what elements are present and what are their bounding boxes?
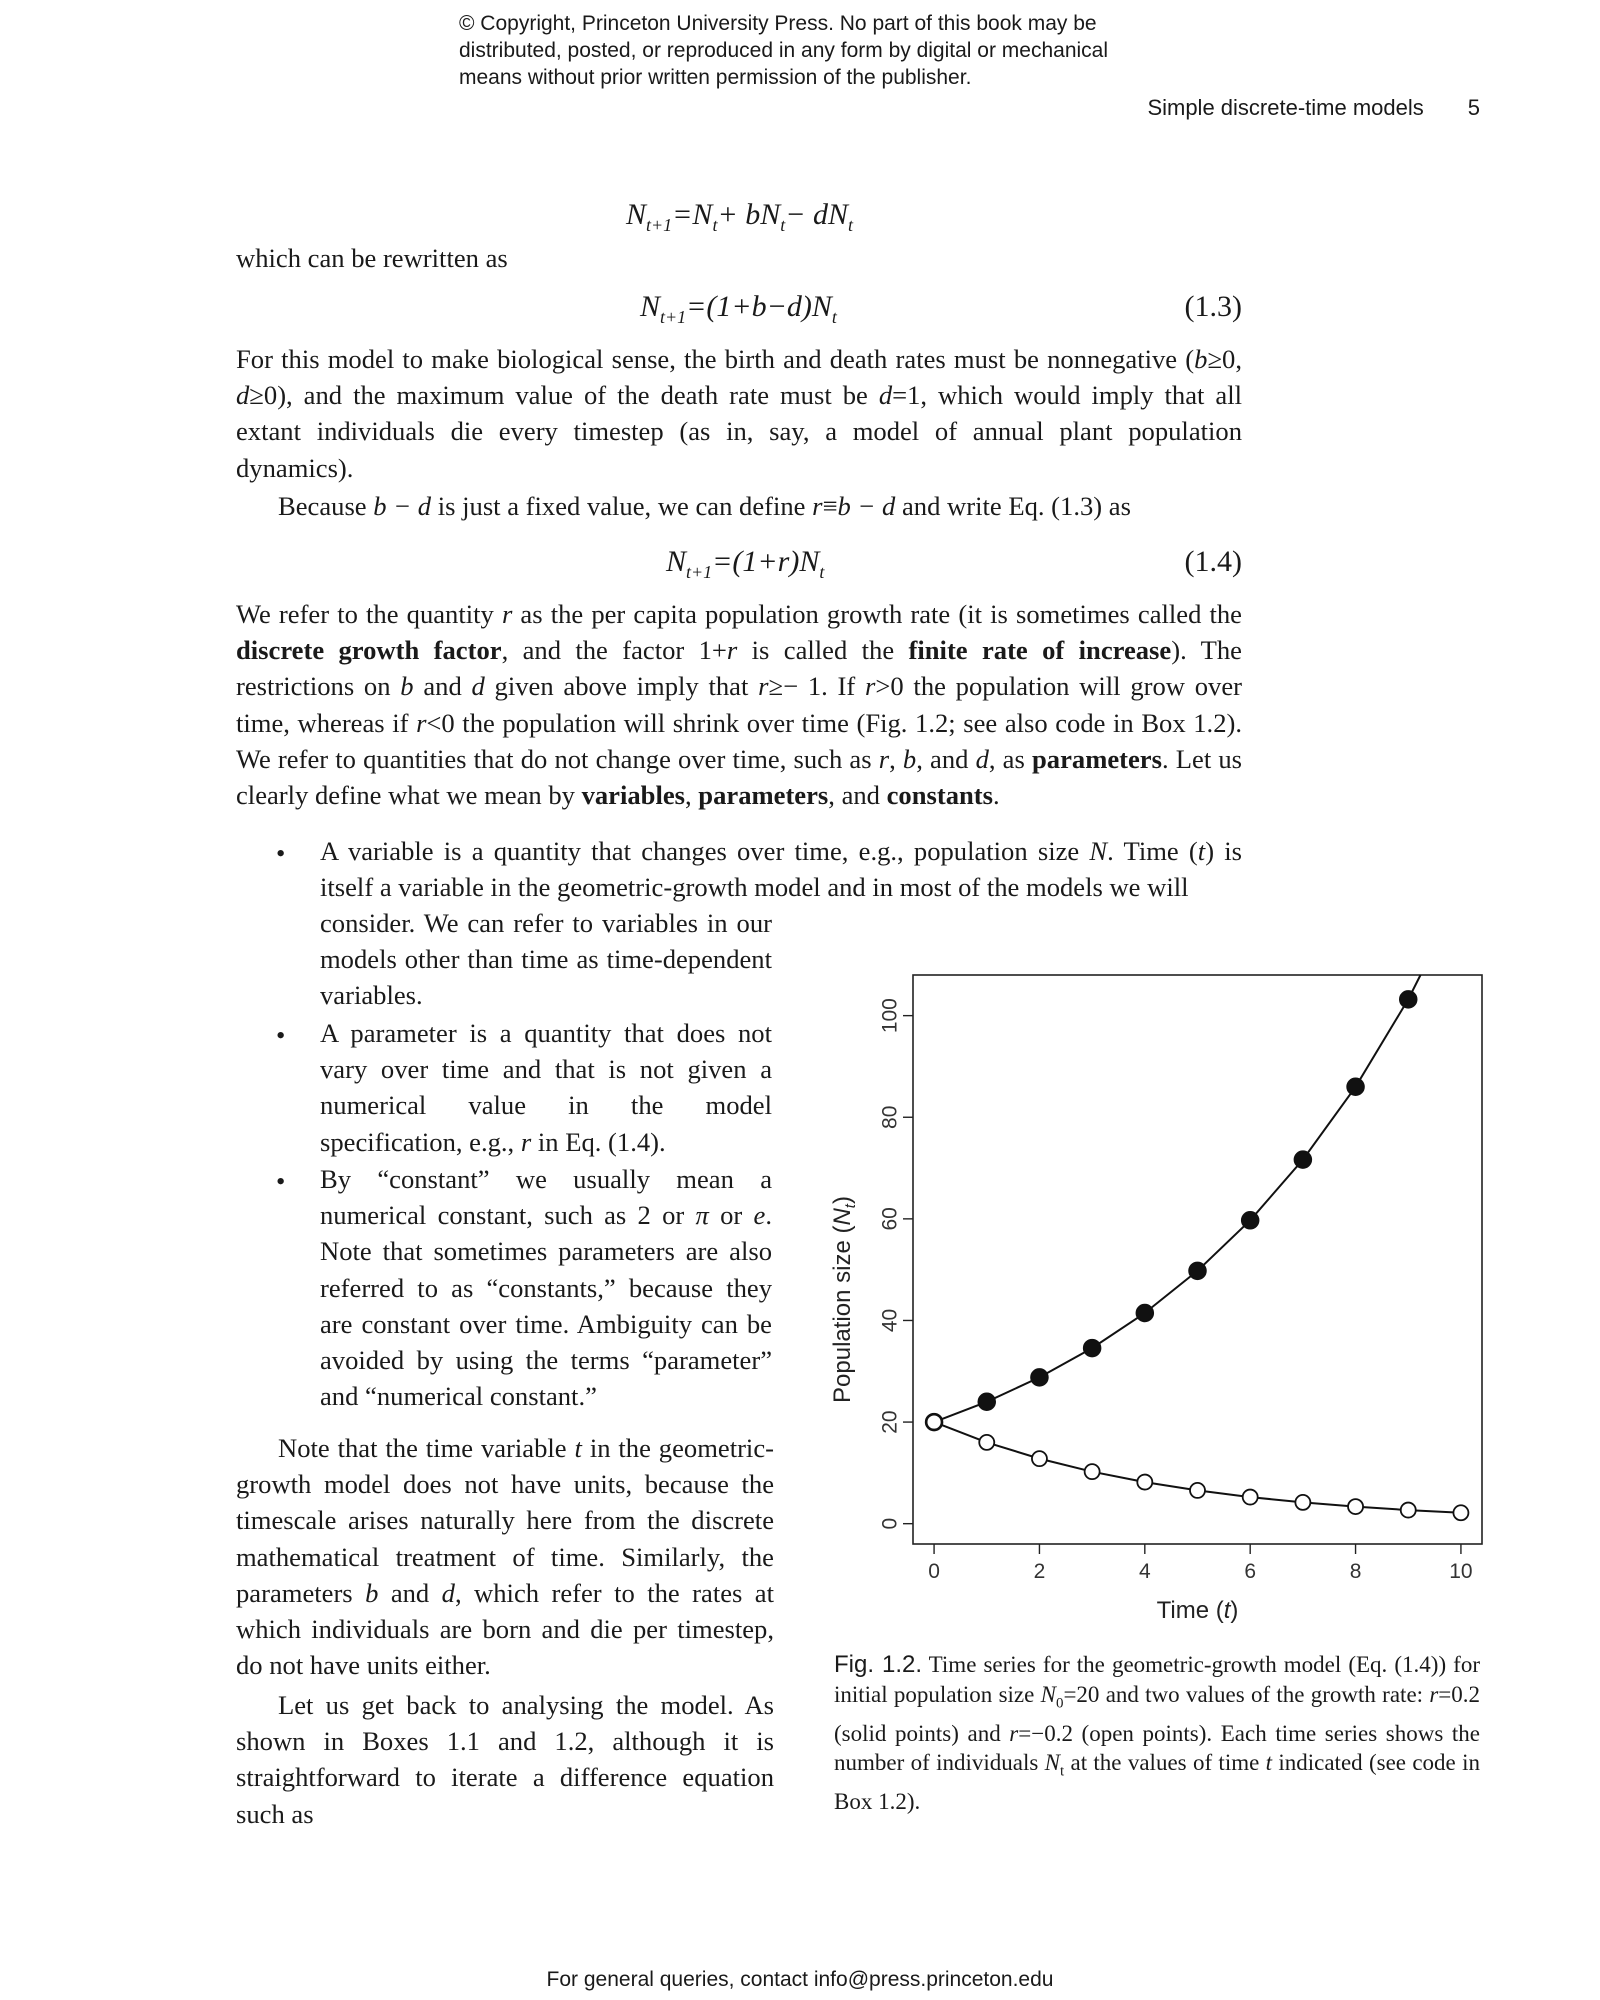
equation-1-3 bbox=[236, 290, 1242, 334]
bullet-marker: • bbox=[276, 1166, 286, 1196]
data-point-open bbox=[1453, 1505, 1468, 1520]
figure-label: Fig. 1.2. bbox=[834, 1651, 923, 1678]
running-head bbox=[1100, 95, 1480, 121]
data-point-solid bbox=[1347, 1078, 1364, 1095]
data-point-open bbox=[1137, 1475, 1152, 1490]
equation-1-4 bbox=[236, 545, 1242, 589]
data-point-solid bbox=[1031, 1369, 1048, 1386]
x-axis-label: Time (t) bbox=[1156, 1597, 1239, 1624]
y-tick-label: 60 bbox=[878, 1207, 902, 1231]
y-tick-label: 20 bbox=[878, 1410, 902, 1434]
x-tick-label: 0 bbox=[928, 1560, 940, 1583]
copyright-line: means without prior written permission of the publisher. bbox=[459, 66, 972, 89]
x-tick-label: 6 bbox=[1244, 1560, 1257, 1583]
data-point-open bbox=[927, 1415, 942, 1430]
equation-expression: $N_{t+1}=N_t+ bN_t- dN_t$ bbox=[626, 198, 854, 235]
data-point-solid bbox=[1189, 1262, 1206, 1279]
data-point-open bbox=[1085, 1464, 1100, 1479]
bullet-constant: By “constant” we usually mean a numerical constant, such as 2 or π or e. Note that sometimes parameters are also referred to as “constants,” because they are constant over time. Ambiguity can be avoided by using the terms “parameter” and “numerical constant.” bbox=[320, 1164, 772, 1412]
y-tick-label: 40 bbox=[878, 1308, 902, 1333]
paragraph-define-r: Because b − d is just a fixed value, we can define r≡b − d and write Eq. (1.3) as bbox=[278, 491, 1131, 521]
data-point-solid bbox=[1136, 1304, 1153, 1321]
x-tick-label: 4 bbox=[1138, 1560, 1151, 1583]
x-tick-label: 8 bbox=[1349, 1560, 1362, 1583]
series-line-decline bbox=[934, 1422, 1461, 1513]
paragraph-biological-sense: For this model to make biological sense, the birth and death rates must be nonnegative (b≥0, d≥0), and the maximum value of the death rate must be d=1, which would imply that all extant individuals die every timestep (as in, say, a model of annual plant population dynamics). bbox=[236, 344, 1242, 483]
y-tick-label: 100 bbox=[878, 998, 902, 1034]
equation-expression: $N_{t+1}=(1+r)N_t$ bbox=[666, 545, 825, 582]
data-point-solid bbox=[1084, 1340, 1101, 1357]
data-point-open bbox=[1295, 1495, 1310, 1510]
paragraph-analysis: Let us get back to analysing the model. As shown in Boxes 1.1 and 1.2, although it is straightforward to iterate a difference equation such as bbox=[236, 1690, 774, 1829]
data-point-open bbox=[1190, 1483, 1205, 1498]
plot-frame bbox=[913, 975, 1482, 1544]
footer-contact: For general queries, contact info@press.princeton.edu bbox=[546, 1968, 1054, 1991]
paragraph-rewrite: which can be rewritten as bbox=[236, 243, 508, 273]
y-tick-label: 80 bbox=[878, 1105, 902, 1129]
figure-caption: Fig. 1.2. Time series for the geometric-growth model (Eq. (1.4)) for initial population size $N_0=20$ and two values of the growth rate: r=0.2 (solid points) and r=−0.2 (open points). Each time series shows the number of individuals $N_t$ at the values of time t indicated (see code in Box 1.2). bbox=[834, 1651, 1480, 1815]
data-point-open bbox=[1243, 1490, 1258, 1505]
equation-number: (1.4) bbox=[1184, 545, 1242, 578]
bullet-marker: • bbox=[276, 838, 286, 868]
y-tick-label: 0 bbox=[878, 1517, 902, 1530]
data-point-solid bbox=[1294, 1151, 1311, 1168]
equation-expression: $N_{t+1}=(1+b-d)N_t$ bbox=[640, 290, 837, 327]
x-tick-label: 10 bbox=[1449, 1560, 1473, 1583]
data-point-solid bbox=[978, 1393, 995, 1410]
data-point-open bbox=[1032, 1451, 1047, 1466]
paragraph-units: Note that the time variable t in the geometric-growth model does not have units, because the timescale arises naturally here from the discrete mathematical treatment of time. Similarly, the parameters b and d, which refer to the rates at which individuals are born and die per timestep, do not have units either. bbox=[236, 1433, 774, 1681]
data-point-open bbox=[1401, 1503, 1416, 1518]
data-point-solid bbox=[1400, 991, 1417, 1008]
data-point-open bbox=[1348, 1499, 1363, 1514]
figure-1-2-chart bbox=[820, 970, 1500, 1630]
copyright-line: distributed, posted, or reproduced in any form by digital or mechanical bbox=[459, 39, 1109, 62]
bullet-marker: • bbox=[276, 1020, 286, 1050]
y-axis-label: Population size $(N_t)$ bbox=[829, 1196, 859, 1403]
page-number: 5 bbox=[1467, 95, 1480, 120]
copyright-line: © Copyright, Princeton University Press. No part of this book may be bbox=[459, 12, 1097, 35]
running-title: Simple discrete-time models bbox=[1147, 95, 1424, 120]
equation-balance bbox=[236, 198, 1242, 242]
x-tick-label: 2 bbox=[1033, 1560, 1046, 1583]
bullet-variable-cont: consider. We can refer to variables in our models other than time as time-dependent variables. bbox=[320, 908, 772, 1011]
paragraph-growth-rate: We refer to the quantity r as the per capita population growth rate (it is sometimes called the discrete growth factor, and the factor 1+r is called the finite rate of increase). The restrictions on b and d given above imply that r≥− 1. If r>0 the population will grow over time, whereas if r<0 the population will shrink over time (Fig. 1.2; see also code in Box 1.2). We refer to quantities that do not change over time, such as r, b, and d, as parameters. Let us clearly define what we mean by variables, parameters, and constants. bbox=[236, 599, 1243, 811]
data-point-open bbox=[979, 1435, 994, 1450]
data-point-solid bbox=[1242, 1212, 1259, 1229]
bullet-variable: A variable is a quantity that changes over time, e.g., population size N. Time (t) is itself a variable in the geometric-growth model and in most of the models we will bbox=[320, 836, 1242, 903]
series-line-growth bbox=[934, 975, 1420, 1422]
bullet-parameter: A parameter is a quantity that does not vary over time and that is not given a numerical value in the model specification, e.g., r in Eq. (1.4). bbox=[320, 1018, 772, 1157]
copyright-notice bbox=[459, 10, 1219, 91]
equation-number: (1.3) bbox=[1184, 290, 1242, 323]
